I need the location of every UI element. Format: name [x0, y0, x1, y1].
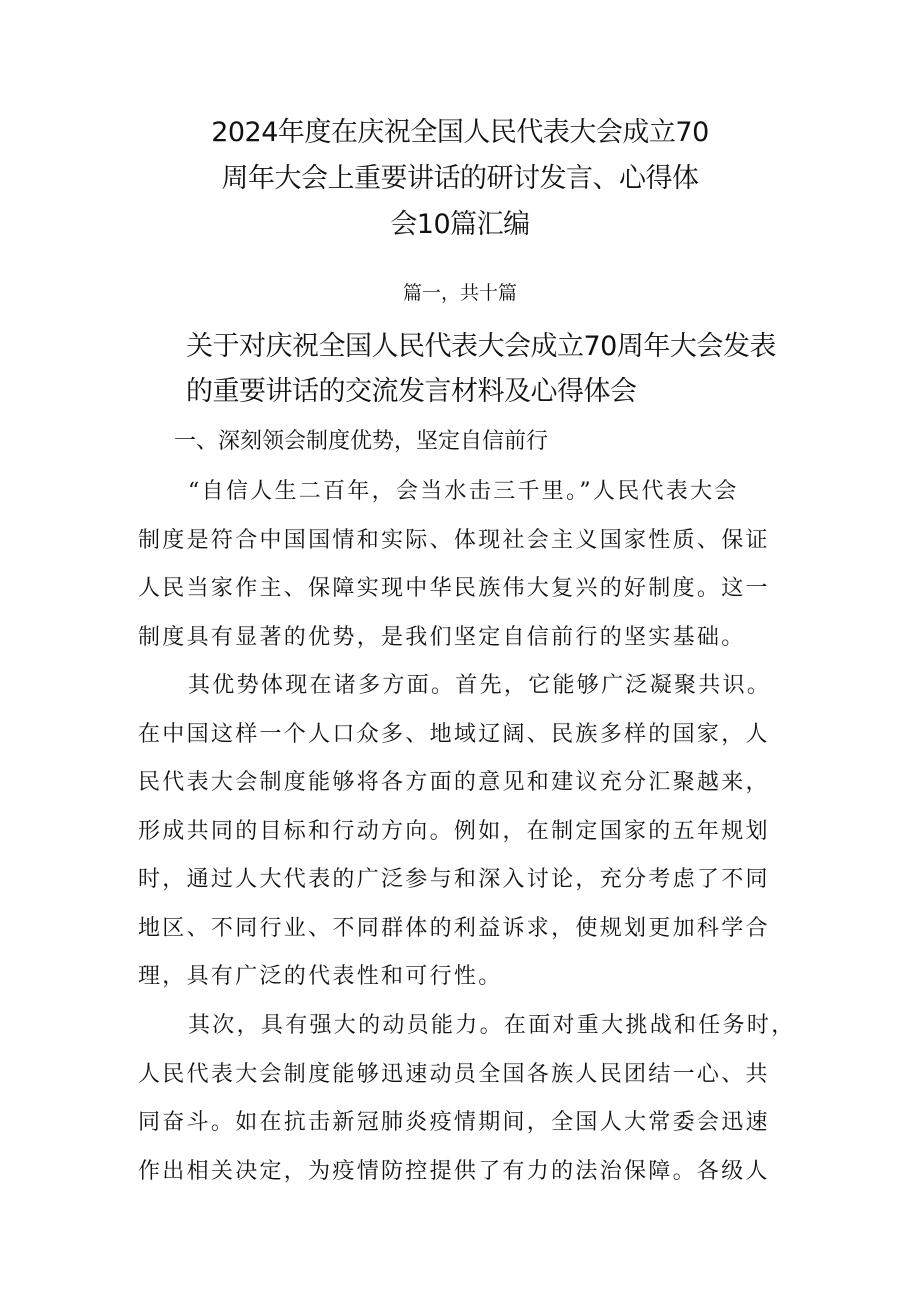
chapter-label: 篇一，共十篇 — [402, 282, 517, 304]
paragraph-line: 同奋斗。如在抗击新冠肺炎疫情期间，全国人大常委会迅速 — [138, 1110, 770, 1135]
paragraph-line: 在中国这样一个人口众多、地域辽阔、民族多样的国家，人 — [138, 721, 770, 747]
article-title-line: 的重要讲话的交流发言材料及心得体会 — [186, 376, 637, 407]
paragraph-line: 理，具有广泛的代表性和可行性。 — [138, 964, 503, 989]
paragraph-2 — [138, 662, 788, 1002]
paragraph-line: 时，通过人大代表的广泛参与和深入讨论，充分考虑了不同 — [138, 867, 770, 892]
paragraph-line: 制度具有显著的优势，是我们坚定自信前行的坚实基础。 — [138, 624, 746, 650]
document-title-line: 会10篇汇编 — [390, 209, 530, 240]
article-title — [186, 324, 806, 414]
document-title-line: 2024年度在庆祝全国人民代表大会成立70 — [211, 117, 709, 148]
paragraph-line: 地区、不同行业、不同群体的利益诉求，使规划更加科学合 — [138, 915, 770, 941]
document-title-line: 周年大会上重要讲话的研讨发言、心得体 — [221, 163, 699, 194]
paragraph-line: 形成共同的目标和行动方向。例如，在制定国家的五年规划 — [138, 818, 770, 844]
section-heading: 一、深刻领会制度优势，坚定自信前行 — [174, 429, 549, 454]
paragraph-line: 人民当家作主、保障实现中华民族伟大复兴的好制度。这一 — [138, 576, 770, 601]
document-title — [120, 110, 800, 248]
paragraph-line: “自信人生二百年，会当水击三千里。”人民代表大会 — [188, 479, 739, 504]
paragraph-line: 其次，具有强大的动员能力。在面对重大挑战和任务时， — [188, 1013, 796, 1038]
paragraph-line: 制度是符合中国国情和实际、体现社会主义国家性质、保证 — [138, 527, 770, 553]
article-title-line: 关于对庆祝全国人民代表大会成立70周年大会发表 — [186, 331, 776, 362]
paragraph-line: 作出相关决定，为疫情防控提供了有力的法治保障。各级人 — [138, 1158, 770, 1184]
paragraph-line: 其优势体现在诸多方面。首先，它能够广泛凝聚共识。 — [188, 673, 772, 698]
paragraph-line: 民代表大会制度能够将各方面的意见和建议充分汇聚越来， — [138, 770, 770, 795]
paragraph-line: 人民代表大会制度能够迅速动员全国各族人民团结一心、共 — [138, 1061, 770, 1087]
paragraph-1 — [138, 468, 788, 662]
paragraph-3 — [138, 1002, 796, 1196]
